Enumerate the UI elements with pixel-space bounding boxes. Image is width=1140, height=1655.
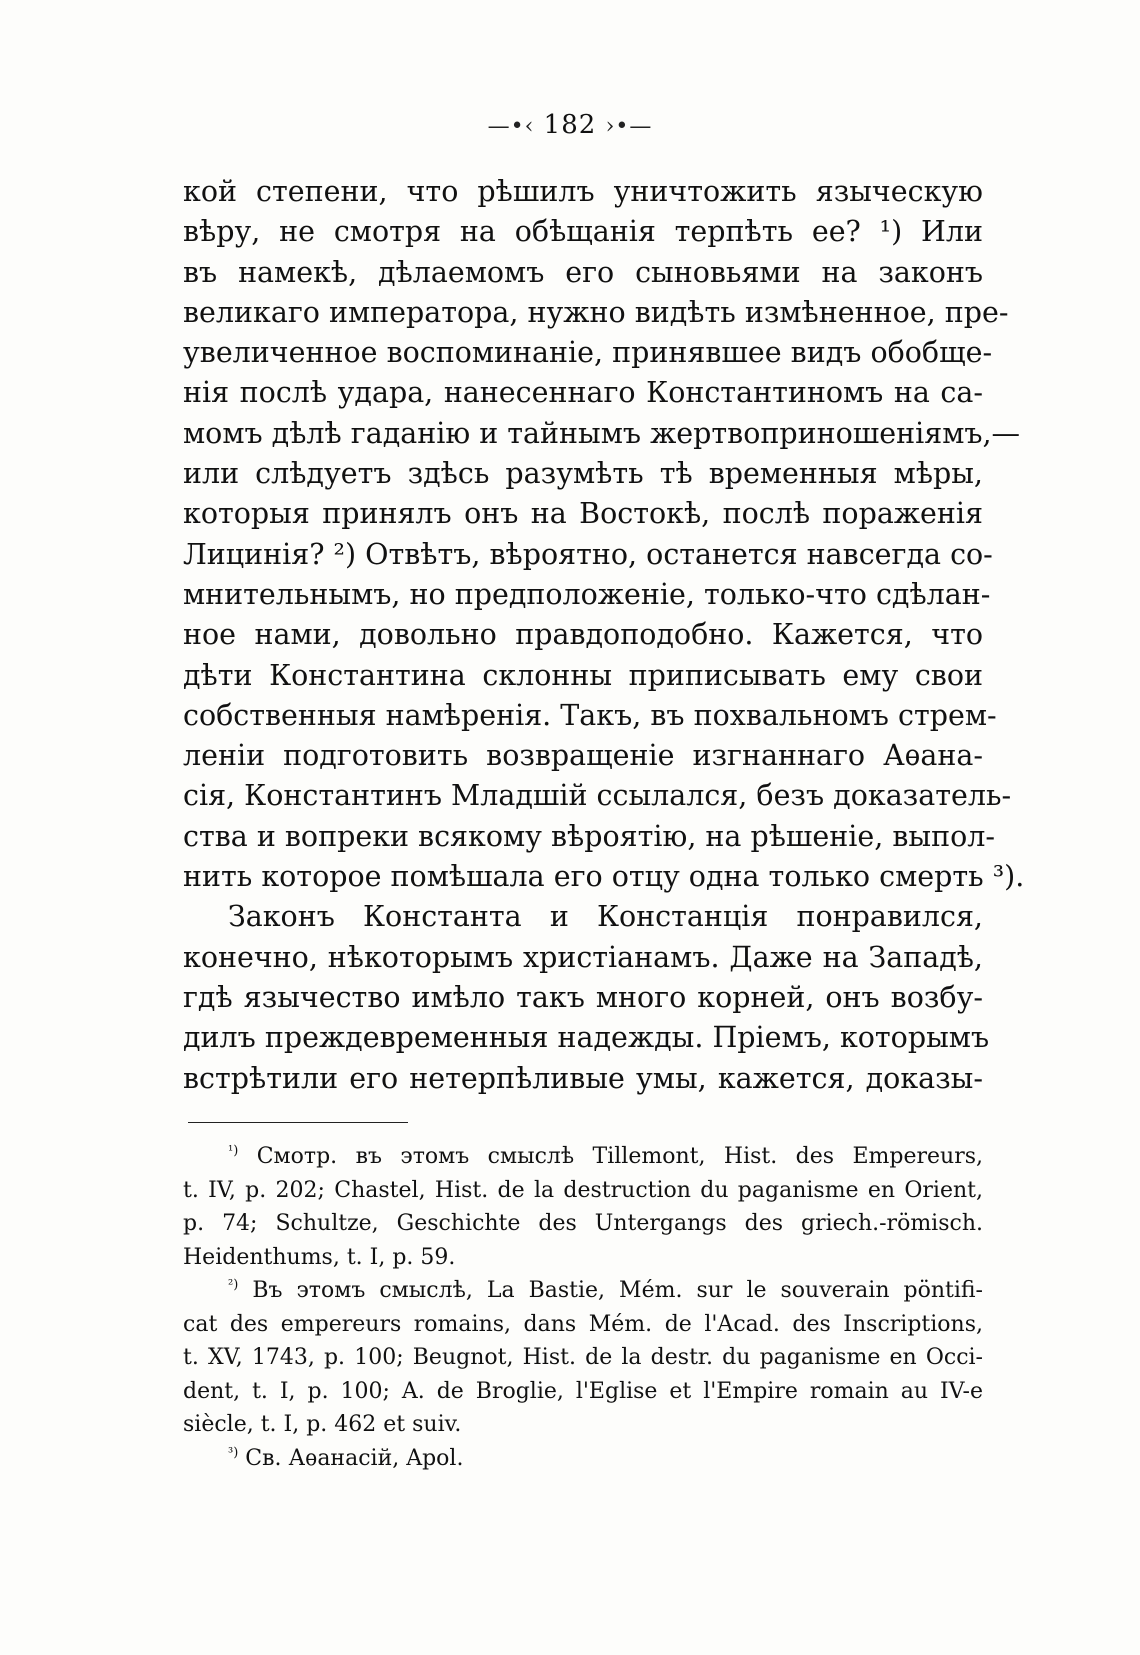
- footnote-line: Heidenthums, t. I, p. 59.: [183, 1244, 456, 1270]
- text-line: увеличенное воспоминаніе, принявшее видъ обобще-: [183, 336, 993, 370]
- text-line: въ намекѣ, дѣлаемомъ его сыновьями на законъ: [183, 255, 983, 289]
- text-line: кой степени, что рѣшилъ уничтожить языческую: [183, 175, 983, 208]
- footnote-line: dent, t. I, p. 100; A. de Broglie, l'Eglise et l'Empire romain au IV-e: [183, 1378, 983, 1404]
- footnote-line: $^{^3)}$ Св. Аѳанасій, Apol.: [228, 1445, 464, 1471]
- text-line: Законъ Константа и Констанція понравился,: [228, 900, 983, 934]
- text-line: момъ дѣлѣ гаданію и тайнымъ жертвоприношеніямъ,—: [183, 416, 1021, 450]
- footnote-line: t. XV, 1743, p. 100; Beugnot, Hist. de la destr. du paganisme en Occi-: [183, 1345, 983, 1370]
- text-line: сія, Константинъ Младшій ссылался, безъ доказатель-: [183, 779, 1012, 813]
- text-line: ства и вопреки всякому вѣроятію, на рѣшеніе, выпол-: [183, 819, 995, 853]
- footnote-divider: [188, 1122, 408, 1123]
- footnote-line: p. 74; Schultze, Geschichte des Untergangs des griech.-römisch.: [183, 1211, 983, 1236]
- page-number: 182: [543, 110, 597, 140]
- text-line: дилъ преждевременныя надежды. Пріемъ, которымъ: [183, 1021, 990, 1055]
- text-line: вѣру, не смотря на обѣщанія терпѣть ее? ¹) Или: [183, 215, 983, 249]
- footnote-marker: ¹): [228, 1143, 239, 1159]
- footnote-line: $^{^1)}$ Смотр. въ этомъ смыслѣ Tillemont, Hist. des Empereurs,: [228, 1143, 983, 1169]
- footnote-marker: ²): [228, 1277, 239, 1293]
- text-line: встрѣтили его нетерпѣливые умы, кажется, доказы-: [183, 1061, 983, 1095]
- text-line: нить которое помѣшала его отцу одна только смерть ³).: [183, 860, 1025, 894]
- footnote-marker: ³): [228, 1445, 239, 1461]
- footnote-line: siècle, t. I, p. 462 et suiv.: [183, 1412, 462, 1437]
- text-line: леніи подготовить возвращеніе изгнаннаго Аѳана-: [183, 739, 983, 773]
- text-line: ное нами, довольно правдоподобно. Кажется, что: [183, 618, 983, 652]
- text-line: или слѣдуетъ здѣсь разумѣть тѣ временныя мѣры,: [183, 457, 983, 491]
- text-line: собственныя намѣренія. Такъ, въ похвальномъ стрем-: [183, 698, 997, 732]
- text-line: которыя принялъ онъ на Востокѣ, послѣ пораженія: [183, 497, 983, 531]
- text-line: великаго императора, нужно видѣть измѣненное, пре-: [183, 295, 1009, 329]
- text-line: мнительнымъ, но предположеніе, только-что сдѣлан-: [183, 577, 991, 611]
- footnote-line: cat des empereurs romains, dans Mém. de l'Acad. des Inscriptions,: [183, 1311, 983, 1337]
- text-line: гдѣ язычество имѣло такъ много корней, онъ возбу-: [183, 980, 983, 1014]
- footnote-line: $^{^2)}$ Въ этомъ смыслѣ, La Bastie, Mém. sur le souverain pöntifi-: [228, 1277, 983, 1303]
- footnote-line: t. IV, p. 202; Chastel, Hist. de la destruction du paganisme en Orient,: [183, 1177, 983, 1203]
- main-text: [183, 172, 1025, 1099]
- page-header: [0, 110, 1140, 140]
- text-line: Лицинія? ²) Отвѣтъ, вѣроятно, останется навсегда со-: [183, 537, 993, 571]
- text-line: дѣти Константина склонны приписывать ему свои: [183, 658, 983, 692]
- ornament-left: —•‹: [487, 114, 535, 139]
- text-line: конечно, нѣкоторымъ христіанамъ. Даже на Западѣ,: [183, 940, 983, 974]
- text-line: нія послѣ удара, нанесеннаго Константиномъ на са-: [183, 376, 983, 410]
- footnotes: [183, 1140, 983, 1475]
- ornament-right: ›•—: [605, 114, 653, 139]
